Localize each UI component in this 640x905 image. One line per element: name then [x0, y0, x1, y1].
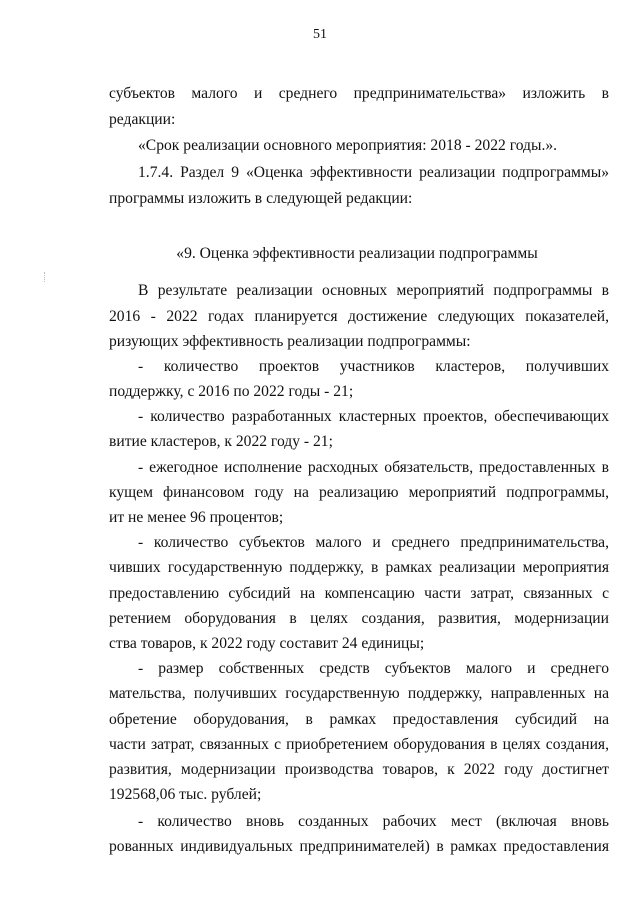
text-line: обретение оборудования, в рамках предоставления субсидий на	[109, 711, 609, 728]
text-line: поддержку, с 2016 по 2022 годы - 21;	[109, 383, 354, 400]
section-heading: «9. Оценка эффективности реализации подпрограммы	[176, 245, 538, 262]
text-line: предоставлению субсидий на компенсацию части затрат, связанных с	[109, 585, 609, 602]
text-line: чивших государственную поддержку, в рамках реализации мероприятия	[109, 559, 609, 576]
margin-mark	[44, 272, 47, 282]
text-line: - количество вновь созданных рабочих мест (включая вновь	[138, 813, 609, 830]
text-line: - количество субъектов малого и среднего предпринимательства,	[138, 534, 609, 551]
text-line: ит не менее 96 процентов;	[109, 509, 284, 526]
page-number: 51	[313, 27, 327, 42]
text-line: - ежегодное исполнение расходных обязательств, предоставленных в	[138, 459, 609, 476]
text-line: 192568,06 тыс. рублей;	[109, 786, 262, 803]
text-line: программы изложить в следующей редакции:	[109, 190, 413, 207]
text-line: ризующих эффективность реализации подпрограммы:	[109, 333, 471, 350]
text-line: 1.7.4. Раздел 9 «Оценка эффективности реализации подпрограммы»	[138, 164, 609, 181]
text-line: рованных индивидуальных предпринимателей) в рамках предоставления	[109, 838, 609, 855]
text-line: - количество разработанных кластерных проектов, обеспечивающих	[138, 408, 609, 425]
text-line: развития, модернизации производства товаров, к 2022 году достигнет	[109, 761, 609, 778]
text-line: мательства, получивших государственную поддержку, направленных на	[109, 685, 609, 702]
text-line: - размер собственных средств субъектов малого и среднего	[138, 660, 609, 677]
text-line: редакции:	[109, 111, 176, 128]
text-line: В результате реализации основных мероприятий подпрограммы в	[138, 282, 609, 299]
text-line: кущем финансовом году на реализацию мероприятий подпрограммы,	[109, 484, 609, 501]
text-line: 2016 - 2022 годах планируется достижение следующих показателей,	[109, 308, 609, 325]
text-line: ства товаров, к 2022 году составит 24 единицы;	[109, 635, 425, 652]
text-line: ретением оборудования в целях создания, развития, модернизации	[109, 610, 609, 627]
text-line: - количество проектов участников кластеров, получивших	[138, 358, 609, 375]
text-line: «Срок реализации основного мероприятия: 2018 - 2022 годы.».	[138, 137, 558, 154]
text-line: витие кластеров, к 2022 году - 21;	[109, 433, 333, 450]
text-line: субъектов малого и среднего предпринимательства» изложить в	[109, 85, 609, 102]
text-line: части затрат, связанных с приобретением оборудования в целях создания,	[109, 736, 609, 753]
